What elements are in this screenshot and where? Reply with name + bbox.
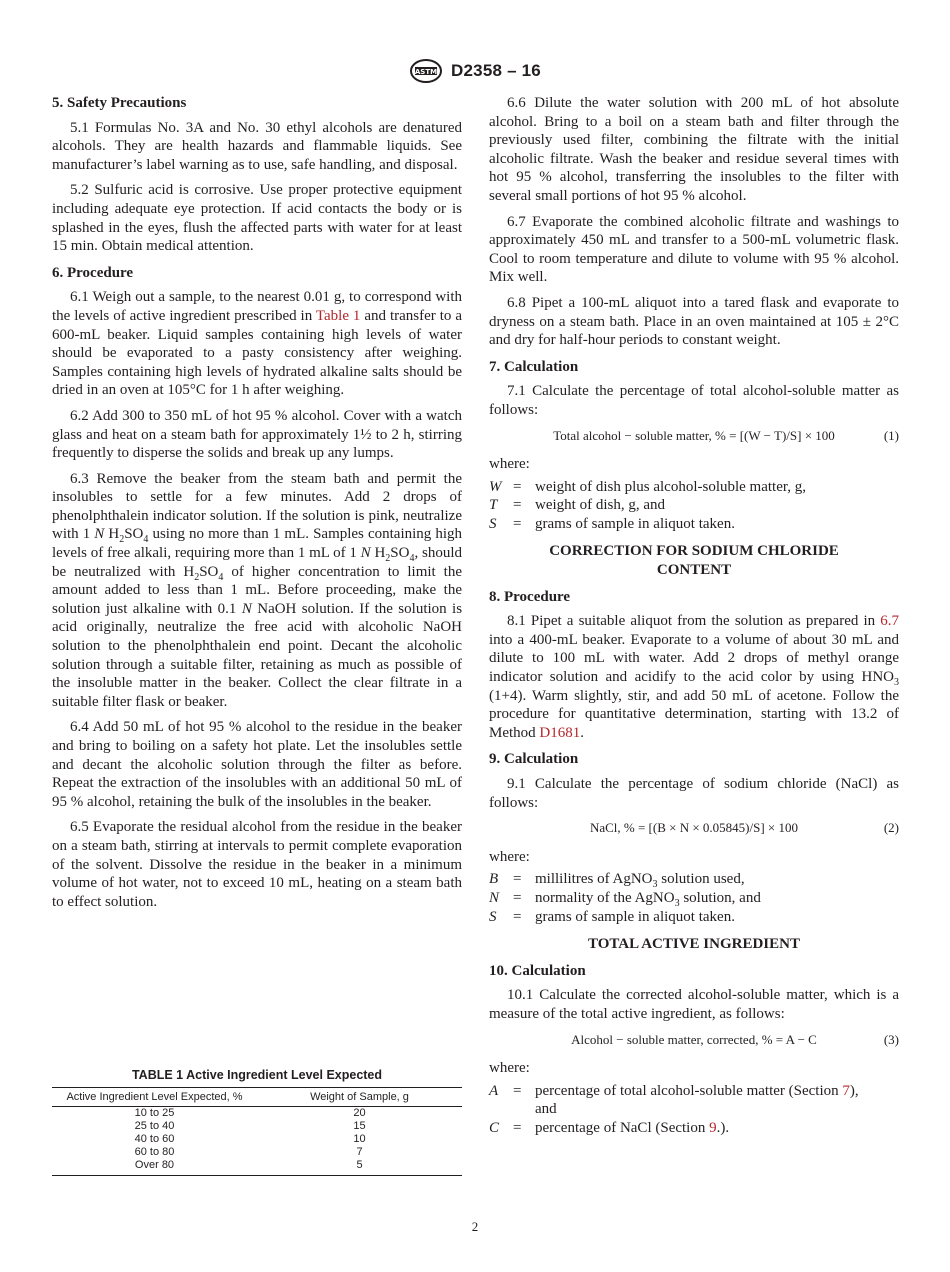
paragraph-6-7: 6.7 Evaporate the combined alcoholic filtrate and washings to approximately 450 mL and transfer to a 500-mL volumetric flask. Cool to room temperature and dilute to volume with 95 % alcohol. Mix well. [489,213,899,286]
equation-2 [489,819,899,838]
paragraph-6-3: 6.3 Remove the beaker from the steam bath and permit the insolubles to settle for a few minutes. Add 2 drops of phenolphthalein indicator solution. If the solution is pink, neutralize with 1 N $H_2SO_4$ using no more than 1 mL. Samples containing high levels of free alkali, requiring more than 1 mL of 1 N $H_2SO_4$, should be neutralized with $H_2SO_4$ of higher concentration to limit the amount added to less than 1 mL. Before proceeding, make the solution just alkaline with 0.1 N NaOH solution. If the solution is acid originally, neutralize the free acid with alcoholic NaOH solution to the phenolphthalein end point. Decant the alcoholic solution through a suitable filter, retaining as much as possible of the insoluble matter in the beaker. Collect the clear filtrate in a suitable filter flask or beaker. [52,470,463,710]
astm-logo-icon [409,59,443,83]
definition-c: C = percentage of NaCl (Section 9.). [489,1119,730,1136]
table-header-weight: Weight of Sample, g [310,1091,409,1103]
left-column [52,92,462,918]
paragraph-8-1: 8.1 Pipet a suitable aliquot from the solution as prepared in 6.7 into a 400-mL beaker. Evaporate to a volume of about 30 mL and dilute to 100 mL with water. Add 2 drops of methyl orange indicator solution and acidify to the acid color by using $HNO_3$ (1+4). Warm slightly, stir, and add 50 mL of acetone. Follow the procedure for quantitative determination, starting with 13.2 of Method D1681. [489,613,900,741]
table-header-level: Active Ingredient Level Expected, % [66,1091,243,1103]
page-number: 2 [471,1219,479,1234]
where-label-3: where: [489,1060,530,1077]
table-cell-level: Over 80 [134,1159,175,1171]
section-9-link[interactable]: 9 [709,1119,717,1136]
table-cell-weight: 5 [356,1159,363,1171]
equation-1-text: Total alcohol − soluble matter, % = [(W − T)/S] × 100 [553,427,835,443]
section-6-7-link[interactable]: 6.7 [880,613,900,630]
section-10-title: 10. Calculation [489,962,586,979]
paragraph-10-1: 10.1 Calculate the corrected alcohol-soluble matter, which is a measure of the total active ingredient, as follows: [489,987,899,1022]
definition-s: S = grams of sample in aliquot taken. [489,515,735,532]
paragraph-6-4: 6.4 Add 50 mL of hot 95 % alcohol to the residue in the beaker and bring to boiling on a safety hot plate. Let the insolubles settle and decant the alcoholic solution through the filter as before. Repeat the extraction of the insolubles with an additional 50 mL of 95 % alcohol, retaining the bulk of the insolubles in the beaker. [52,719,462,810]
section-7-link[interactable]: 7 [842,1082,850,1099]
table-cell-level: 40 to 60 [134,1133,175,1145]
section-7-title: 7. Calculation [489,358,579,375]
definition-b: B = millilitres of AgNO$_3$ solution used, [489,871,745,891]
table-header-row [52,1088,462,1107]
table-1 [52,1068,462,1176]
table-cell-level: 10 to 25 [134,1107,175,1119]
equation-2-number: (2) [883,820,899,836]
equation-1-number: (1) [883,427,899,443]
definition-n: N = normality of the AgNO$_3$ solution, and [489,889,761,909]
definition-s2: S = grams of sample in aliquot taken. [489,908,735,925]
paragraph-5-1: 5.1 Formulas No. 3A and No. 30 ethyl alcohols are denatured alcohols. They are health hazards and flammable liquids. See manufacturer’s label warning as to use, safe handling, and disposal. [52,119,462,173]
equation-3-text: Alcohol − soluble matter, corrected, % = A − C [571,1031,817,1047]
table-1-caption: TABLE 1 Active Ingredient Level Expected [131,1068,383,1082]
equation-3 [489,1031,899,1050]
table-cell-weight: 7 [356,1146,363,1158]
table-1-link[interactable]: Table 1 [315,307,361,324]
table-cell-weight: 10 [353,1133,366,1145]
definition-a: A = percentage of total alcohol-soluble matter (Section 7), and [489,1082,859,1118]
section-6-title: 6. Procedure [52,264,134,281]
table-row [52,1146,462,1159]
table-1-grid [52,1087,462,1176]
table-cell-weight: 15 [353,1120,366,1132]
right-column [489,92,899,1138]
paragraph-6-5: 6.5 Evaporate the residual alcohol from the residue in the beaker on a steam bath, stirring at intervals to permit complete evaporation of the solvent. Dissolve the residue in the beaker in a minimum volume of hot water, not to exceed 10 mL, heating on a steam bath to effect solution. [52,819,462,910]
paragraph-6-2: 6.2 Add 300 to 350 mL of hot 95 % alcohol. Cover with a watch glass and heat on a steam bath for approximately 1½ to 2 h, stirring frequently to disperse the solids and break up any lumps. [52,407,462,462]
where-label-1: where: [489,456,530,473]
equation-1 [489,427,899,446]
equation-3-number: (3) [883,1031,899,1047]
table-row [52,1133,462,1146]
table-row [52,1107,462,1121]
section-9-title: 9. Calculation [489,751,579,768]
definition-t: T = weight of dish, g, and [489,497,665,514]
paragraph-5-2: 5.2 Sulfuric acid is corrosive. Use proper protective equipment including adequate eye protection. If acid contacts the body or is splashed in the eyes, flush the affected parts with water for at least 15 min. Obtain medical attention. [52,182,462,255]
table-cell-level: 25 to 40 [134,1120,175,1132]
paragraph-6-1: 6.1 Weigh out a sample, to the nearest 0.01 g, to correspond with the levels of active ingredient prescribed in Table 1 and transfer to a 600-mL beaker. Liquid samples containing high levels of water should be evaporated to a pasty consistency after weighing. Samples containing high levels of hydrated alkaline salts should be dried in an oven at 105°C for 1 h after weighing. [52,289,462,399]
table-cell-weight: 20 [353,1107,366,1119]
section-8-title: 8. Procedure [489,588,571,605]
equation-2-text: NaCl, % = [(B × N × 0.05845)/S] × 100 [589,820,799,836]
paragraph-6-6: 6.6 Dilute the water solution with 200 mL of hot absolute alcohol. Bring to a boil on a steam bath and filter through the previously used filter, combining the filtrate with the initial alcoholic filtrate. Wash the beaker and residue several times with hot 95 % alcohol, transferring the insolubles to the filter with several small portions of hot 95 % alcohol. [489,95,899,204]
section-5-title: 5. Safety Precautions [52,95,187,111]
definition-w: W = weight of dish plus alcohol-soluble matter, g, [489,478,807,495]
method-d1681-link[interactable]: D1681 [539,724,581,741]
svg-text:ASTM: ASTM [414,68,438,76]
paragraph-7-1: 7.1 Calculate the percentage of total alcohol-soluble matter as follows: [489,383,899,418]
heading-correction: CORRECTION FOR SODIUM CHLORIDE CONTENT [549,543,839,579]
heading-total-active: TOTAL ACTIVE INGREDIENT [587,936,800,953]
where-label-2: where: [489,848,530,865]
paragraph-6-8: 6.8 Pipet a 100-mL aliquot into a tared flask and evaporate to dryness on a steam bath. Place in an oven maintained at 105 ± 2°C and dry for half-hour periods to constant weight. [489,294,899,349]
table-row [52,1120,462,1133]
paragraph-9-1: 9.1 Calculate the percentage of sodium chloride (NaCl) as follows: [489,776,899,811]
document-id: D2358 – 16 [451,61,541,80]
page-header [0,58,950,84]
table-cell-level: 60 to 80 [134,1146,175,1158]
table-row [52,1159,462,1176]
